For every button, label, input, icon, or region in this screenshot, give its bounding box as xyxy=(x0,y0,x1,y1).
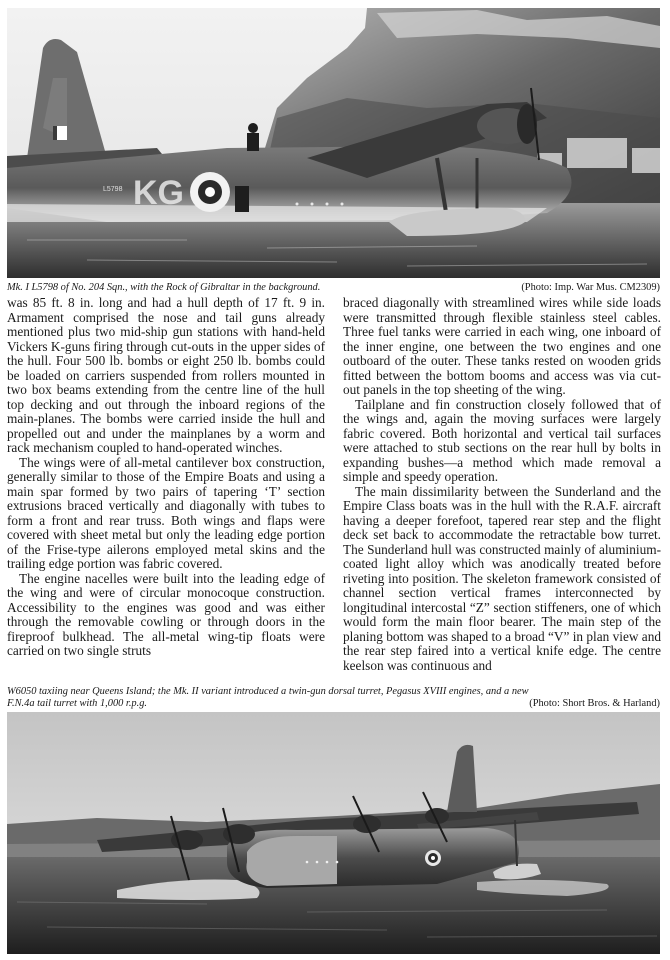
paragraph: The engine nacelles were built into the leading edge of the wing and were of circular monocoque construction. Accessibility to the engines was good and was either through the removable cowling or through doors in the fireproof bulkhead. The all-metal wing-tip floats were carried on two single struts xyxy=(7,570,325,658)
text-column-right xyxy=(343,296,661,673)
caption-top-text: Mk. I L5798 of No. 204 Sqn., with the Rock of Gibraltar in the background. xyxy=(7,282,321,293)
text-column-left xyxy=(7,296,325,659)
photo-sunderland-gibraltar xyxy=(7,8,660,278)
paragraph: Tailplane and fin construction closely followed that of the wings and, again the moving surfaces were largely fabric covered. Both horizontal and vertical tail surfaces were attached to stub sections on the rear hull by bolts in expanding bushes—a method which made removal a simple and speedy operation. xyxy=(343,396,661,484)
photo-sunderland-gibraltar-image xyxy=(7,8,660,278)
caption-bottom-credit: (Photo: Short Bros. & Harland) xyxy=(529,698,660,709)
photo-sunderland-taxiing xyxy=(7,712,660,954)
paragraph: braced diagonally with streamlined wires while side loads were transmitted through flexible stainless steel cables. Three fuel tanks were carried in each wing, one inboard of the inner engine, one between the two engines and one outboard of the outer. These tanks rested on wooden grids fitted between the bottom booms and access was via cut-out panels in the top sheeting of the wing. xyxy=(343,295,661,397)
caption-top-photo xyxy=(7,282,660,294)
caption-top-credit: (Photo: Imp. War Mus. CM2309) xyxy=(521,282,660,293)
aircraft-serial-marking: L5798 xyxy=(103,186,123,193)
paragraph: The wings were of all-metal cantilever box construction, generally similar to those of the Empire Boats and using a main spar formed by two pairs of tapering ‘T’ section extrusions braced vertically and diagonally with tubes to form a front and rear truss. Both wings and flaps were covered with sheet metal but only the leading edge portion of the Frise-type ailerons employed metal skins and the trailing edge portion was fabric covered. xyxy=(7,454,325,571)
caption-bottom-line1: W6050 taxiing near Queens Island; the Mk. II variant introduced a twin-gun dorsal turret, Pegasus XVIII engines, and a new xyxy=(7,686,529,697)
caption-bottom-photo xyxy=(7,686,660,710)
photo-sunderland-taxiing-image xyxy=(7,712,660,954)
aircraft-code-marking: KG xyxy=(133,174,184,212)
paragraph: was 85 ft. 8 in. long and had a hull depth of 17 ft. 9 in. Armament comprised the nose and tail guns already mentioned plus two mid-ship gun stations with hand-held Vickers K-guns firing through cut-outs in the upper sides of the hull. Four 500 lb. bombs or eight 250 lb. bombs could be loaded on carriers suspended from rollers mounted in two box beams extending from the centre line of the hull top decking and out through the inboard regions of the main-planes. The bombs were carried inside the hull and propelled out and under the mainplanes by a worm and rack mechanism coupled to hand-operated winches. xyxy=(7,295,325,455)
caption-bottom-line2: F.N.4a tail turret with 1,000 r.p.g. xyxy=(7,698,148,709)
paragraph: The main dissimilarity between the Sunderland and the Empire Class boats was in the hull with the R.A.F. aircraft having a deeper forefoot, tapered rear step and the flight deck set back to accommodate the retractable bow turret. The Sunderland hull was constructed mainly of aluminium-coated light alloy which was anodically treated before riveting into position. The skeleton framework consisted of channel section vertical frames interconnected by longitudinal intercostal “Z” section stiffeners, one of which would form the main floor bearer. The main step of the planing bottom was shaped to a broad “V” in plan view and the rear step faired into a vertical knife edge. The centre keelson was continuous and xyxy=(343,483,661,673)
